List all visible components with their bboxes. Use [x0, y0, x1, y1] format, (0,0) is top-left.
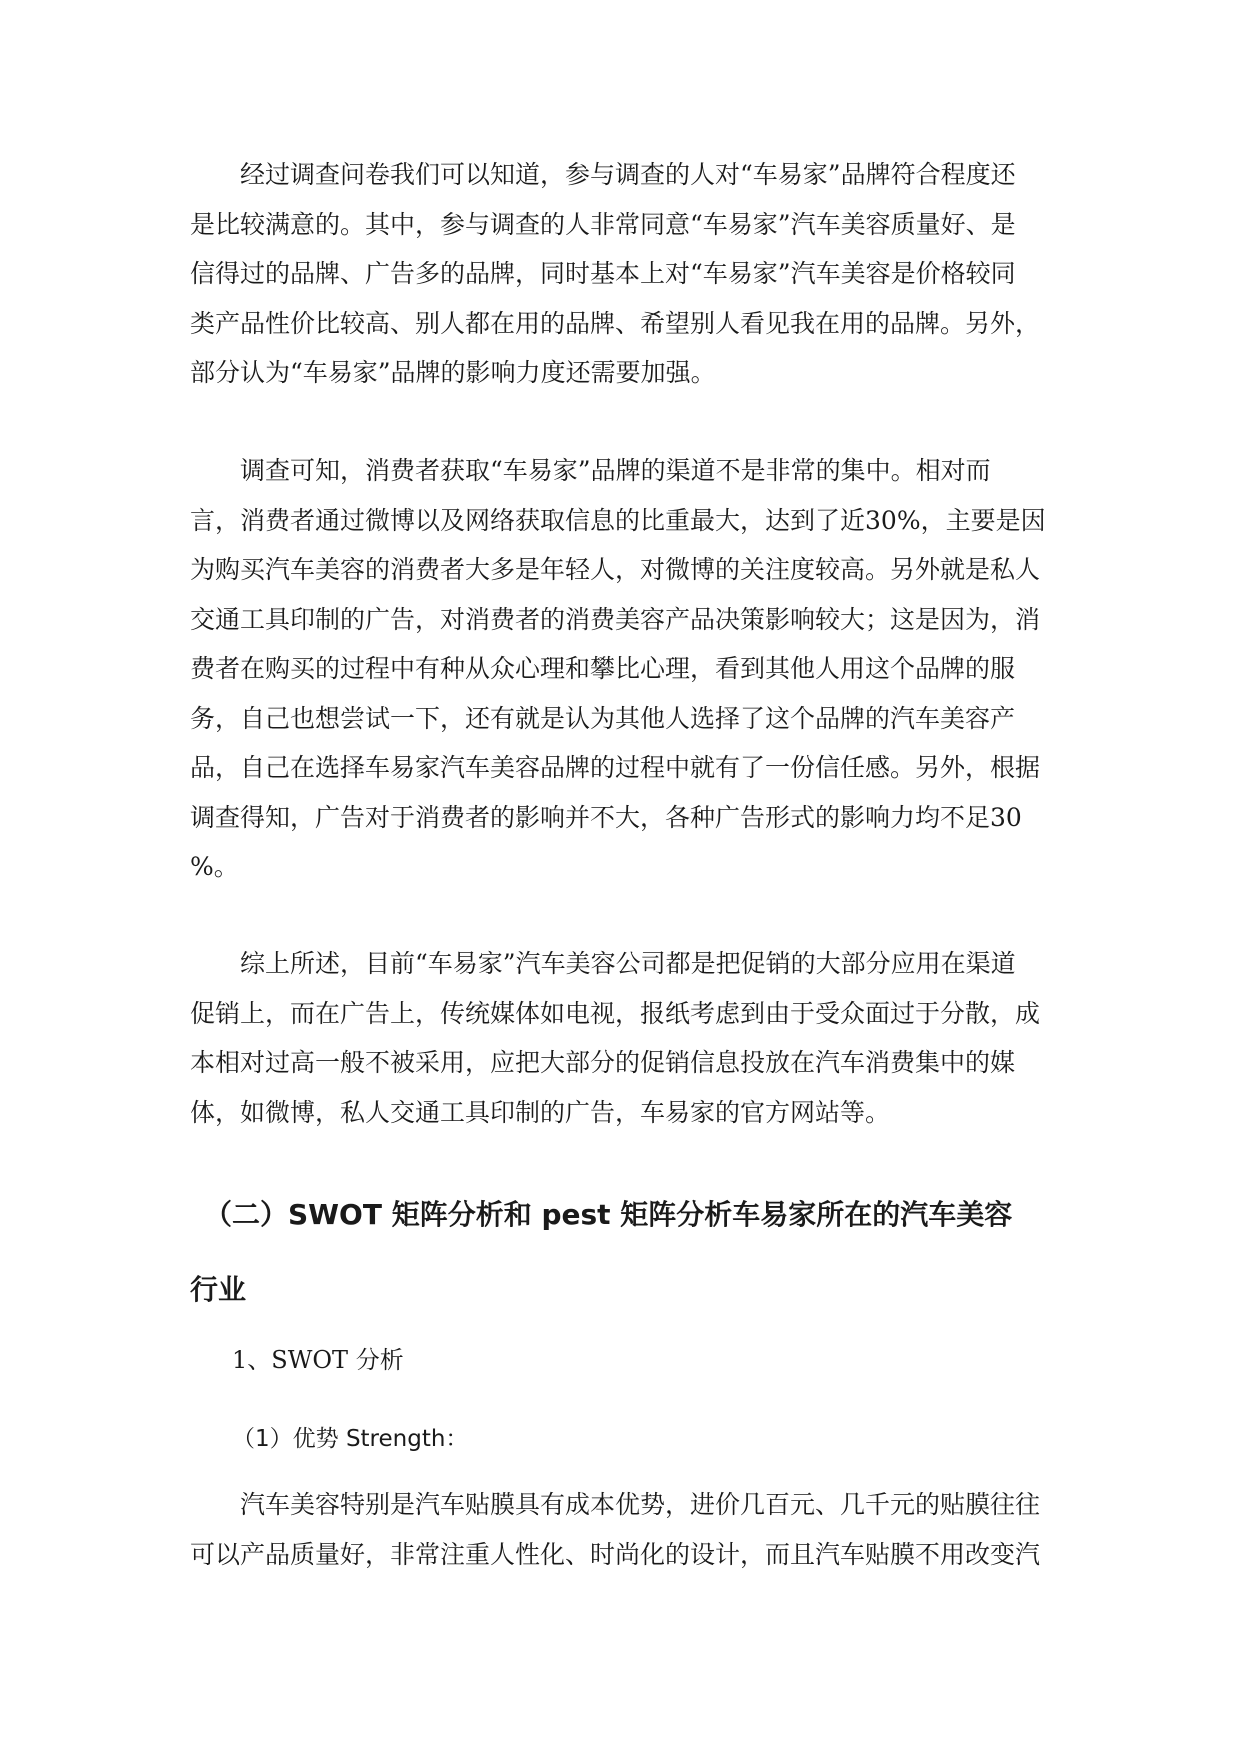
paragraph-summary: 综上所述，目前“车易家”汽车美容公司都是把促销的大部分应用在渠道 促销上，而在广告上，传统媒体如电视，报纸考虑到由于受众面过于分散，成 本相对过高一般不被采用，应把大部分的促销信息投放在汽车消费集中的媒 体，如微博，私人交通工具印制的广告，车易家的官方网站等。 — [190, 949, 1041, 1127]
subheading-swot-analysis: 1、SWOT 分析 — [232, 1346, 404, 1374]
paragraph-survey-satisfaction: 经过调查问卷我们可以知道，参与调查的人对“车易家”品牌符合程度还 是比较满意的。其中，参与调查的人非常同意“车易家”汽车美容质量好、是 信得过的品牌、广告多的品牌，同时基本上对“车易家”汽车美容是价格较同 类产品性价比较高、别人都在用的品牌、希望别人看见我在用的品牌。另外， 部分认为“车易家”品牌的影响力度还需要加强。 — [190, 160, 1041, 387]
subheading-strength: （1）优势 Strength： — [232, 1426, 469, 1452]
section-heading-swot-pest: （二）SWOT 矩阵分析和 pest 矩阵分析车易家所在的汽车美容 行业 — [190, 1198, 1013, 1306]
paragraph-channel-analysis: 调查可知，消费者获取“车易家”品牌的渠道不是非常的集中。相对而 言，消费者通过微博以及网络获取信息的比重最大，达到了近30%，主要是因 为购买汽车美容的消费者大多是年轻人，对微博的关注度较高。另外就是私人 交通工具印制的广告，对消费者的消费美容产品决策影响较大；这是因为，消 费者在购买的过程中有种从众心理和攀比心理，看到其他人用这个品牌的服 务，自己也想尝试一下，还有就是认为其他人选择了这个品牌的汽车美容产 品，自己在选择车易家汽车美容品牌的过程中就有了一份信任感。另外，根据 调查得知，广告对于消费者的影响并不大，各种广告形式的影响力均不足30 %。 — [190, 456, 1046, 881]
paragraph-strength: 汽车美容特别是汽车贴膜具有成本优势，进价几百元、几千元的贴膜往往 可以产品质量好，非常注重人性化、时尚化的设计，而且汽车贴膜不用改变汽 — [190, 1490, 1041, 1569]
